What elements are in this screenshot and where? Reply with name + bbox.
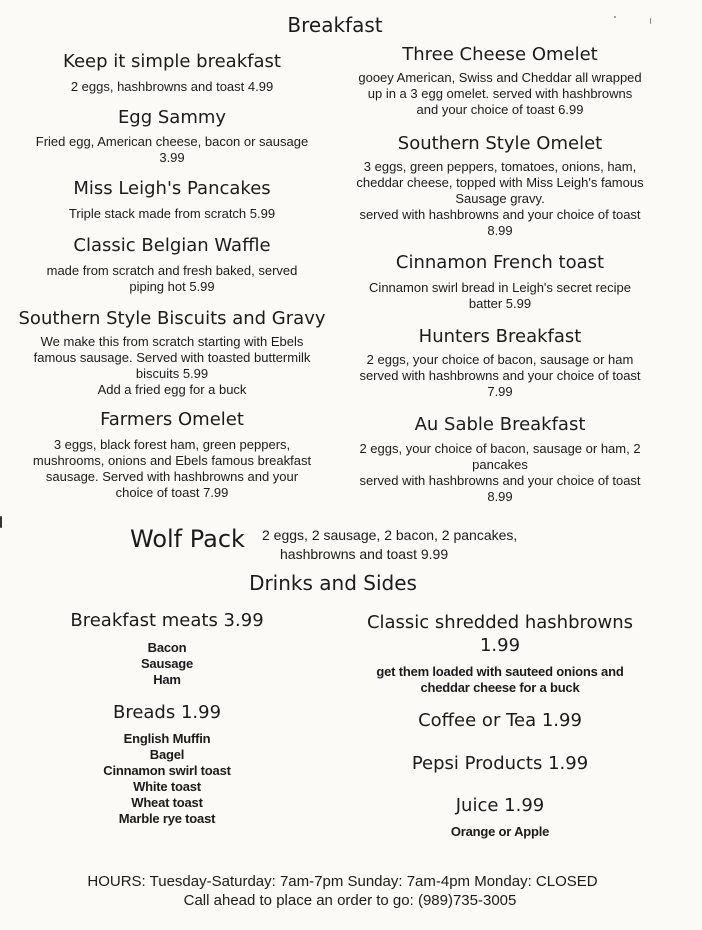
item-desc: 3 eggs, green peppers, tomatoes, onions, ham, [363, 159, 637, 174]
item-desc: English Muffin [123, 731, 211, 746]
item-desc: 2 eggs, hashbrowns and toast 4.99 [70, 79, 274, 94]
item-desc: Sausage [140, 656, 194, 671]
item-desc: gooey American, Swiss and Cheddar all wrapped [358, 70, 642, 85]
item-desc: sausage. Served with hashbrowns and your [45, 469, 299, 484]
call-ahead-text: Call ahead to place an order to go: (989)735-3005 [183, 892, 517, 909]
item-desc: Fried egg, American cheese, bacon or sausage [35, 134, 309, 149]
item-title: Southern Style Omelet [397, 133, 603, 154]
wolf-pack-title: Wolf Pack [130, 525, 245, 553]
item-title: Farmers Omelet [100, 409, 244, 430]
item-desc: and your choice of toast 6.99 [416, 102, 584, 117]
item-title: Egg Sammy [117, 107, 227, 128]
item-desc: 7.99 [487, 384, 513, 399]
item-desc: Cinnamon swirl bread in Leigh's secret recipe [369, 280, 631, 295]
scan-speck [650, 18, 651, 24]
item-desc: up in a 3 egg omelet. served with hashbrowns [367, 86, 633, 101]
item-desc: Triple stack made from scratch 5.99 [68, 206, 276, 221]
item-desc: 8.99 [487, 489, 513, 504]
item-desc: Ham [153, 672, 181, 687]
item-title: Breads 1.99 [112, 702, 222, 723]
scan-speck [614, 16, 616, 18]
item-title: Southern Style Biscuits and Gravy [18, 308, 326, 329]
item-desc: mushrooms, onions and Ebels famous breakfast [32, 453, 312, 468]
item-desc: Orange or Apple [450, 824, 550, 839]
item-desc: Bacon [147, 640, 187, 655]
item-title: Cinnamon French toast [395, 252, 605, 273]
item-desc: Add a fried egg for a buck [97, 382, 247, 397]
item-desc: Marble rye toast [118, 811, 216, 826]
item-desc: White toast [133, 779, 201, 794]
item-desc: 8.99 [487, 223, 513, 238]
item-title: Breakfast meats 3.99 [70, 610, 264, 631]
item-title: Au Sable Breakfast [414, 414, 586, 435]
item-desc: Sausage gravy. [455, 191, 545, 206]
item-title: Keep it simple breakfast [63, 51, 281, 72]
item-desc: Cinnamon swirl toast [103, 763, 231, 778]
item-desc: cheddar cheese, topped with Miss Leigh's famous [356, 175, 644, 190]
hours-text: HOURS: Tuesday-Saturday: 7am-7pm Sunday: 7am-4pm Monday: CLOSED [87, 873, 598, 890]
item-title: Classic shredded hashbrowns [366, 612, 634, 633]
item-desc: 3 eggs, black forest ham, green peppers, [53, 437, 291, 452]
item-desc: 2 eggs, your choice of bacon, sausage or ham [366, 352, 634, 367]
item-title: Juice 1.99 [455, 795, 545, 816]
item-desc: famous sausage. Served with toasted buttermilk [33, 350, 311, 365]
item-desc: batter 5.99 [468, 296, 532, 311]
item-desc: served with hashbrowns and your choice of toast [359, 368, 641, 383]
item-desc: cheddar cheese for a buck [420, 680, 580, 695]
item-desc: biscuits 5.99 [135, 366, 209, 381]
wolf-pack-desc: 2 eggs, 2 sausage, 2 bacon, 2 pancakes, [262, 527, 518, 543]
scan-speck [0, 516, 2, 528]
item-desc: pancakes [472, 457, 528, 472]
item-title: Coffee or Tea 1.99 [418, 710, 582, 731]
item-desc: We make this from scratch starting with Ebels [40, 334, 304, 349]
wolf-pack-desc: hashbrowns and toast 9.99 [280, 546, 449, 562]
item-title: Pepsi Products 1.99 [411, 753, 589, 774]
drinks-sides-title: Drinks and Sides [249, 571, 417, 595]
item-desc: 2 eggs, your choice of bacon, sausage or ham, 2 [359, 441, 641, 456]
item-title: Three Cheese Omelet [402, 44, 598, 65]
item-desc: made from scratch and fresh baked, served [46, 263, 298, 278]
item-desc: Wheat toast [131, 795, 203, 810]
item-desc: served with hashbrowns and your choice of toast [359, 207, 641, 222]
item-desc: 3.99 [159, 150, 185, 165]
item-title: Miss Leigh's Pancakes [73, 178, 271, 199]
item-price: 1.99 [479, 635, 521, 656]
breakfast-title: Breakfast [287, 13, 383, 37]
item-desc: piping hot 5.99 [129, 279, 215, 294]
item-desc: get them loaded with sauteed onions and [376, 664, 624, 679]
item-desc: served with hashbrowns and your choice of toast [359, 473, 641, 488]
item-desc: choice of toast 7.99 [115, 485, 229, 500]
item-desc: Bagel [149, 747, 185, 762]
item-title: Classic Belgian Waffle [73, 235, 271, 256]
item-title: Hunters Breakfast [418, 326, 582, 347]
